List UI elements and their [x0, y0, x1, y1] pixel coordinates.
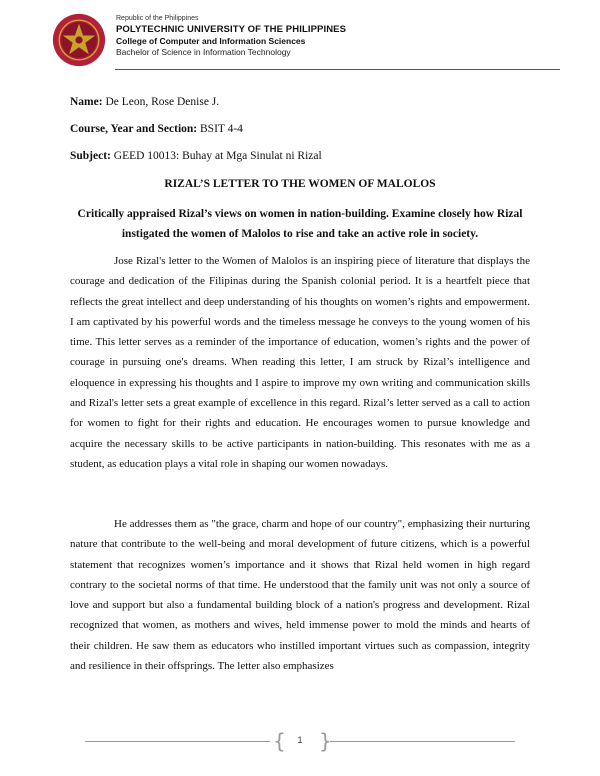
university-name: POLYTECHNIC UNIVERSITY OF THE PHILIPPINES	[116, 24, 347, 35]
body-paragraph: He addresses them as "the grace, charm and hope of our country", emphasizing their nurturing nature that contribute to the well-being and moral development of future citizens, which is a powerful statement that recognizes women’s importance and it shows that Rizal held women in high regard contrary to the societal norms of that time. He understood that the family unit was not only a source of love and support but also a fundamental building block of a nation's progress and development. Rizal recognized that women, as mothers and wives, held immense power to mold the minds and hearts of their children. He saw them as educators who instilled important virtues such as compassion, integrity and resilience in their offsprings. The letter also emphasizes	[70, 518, 530, 673]
university-info	[116, 14, 346, 58]
name-label: Name:	[70, 96, 103, 108]
course-value: BSIT 4-4	[200, 123, 243, 135]
header-divider	[115, 69, 560, 70]
name-line	[70, 95, 219, 109]
course-label: Course, Year and Section:	[70, 123, 198, 135]
page-number: 1	[297, 735, 303, 745]
essay-prompt: Critically appraised Rizal’s views on women in nation-building. Examine closely how Rizal instigated the women of Malolos to rise and take an active role in society.	[77, 208, 523, 240]
college-name: College of Computer and Information Sciences	[116, 36, 306, 46]
course-line	[70, 122, 243, 136]
page-title: RIZAL’S LETTER TO THE WOMEN OF MALOLOS	[164, 178, 436, 190]
footer-rule-right	[330, 741, 515, 742]
left-brace-icon: {	[273, 729, 286, 753]
page-footer	[85, 730, 515, 754]
name-value: De Leon, Rose Denise J.	[105, 96, 220, 108]
subject-value: GEED 10013: Buhay at Mga Sinulat ni Rizal	[113, 150, 322, 162]
subject-label: Subject:	[70, 150, 111, 162]
footer-rule-left	[85, 741, 270, 742]
right-brace-icon: }	[319, 729, 332, 753]
body-paragraph: Jose Rizal's letter to the Women of Malolos is an inspiring piece of literature that displays the courage and dedication of the Filipinas during the Spanish colonial period. It is a heartfelt piece that reflects the great intellect and deep understanding of his thoughts on women’s rights and empowerment. I am captivated by his powerful words and the timeless message he conveys to the young women of his time. This letter serves as a reminder of the importance of education, women’s rights and the power of courage in pursuing one's dreams. When reading this letter, I am struck by Rizal’s intelligence and eloquence in expressing his thoughts and I aspire to improve my own writing and communication skills and Rizal's letter sets a great example of excellence in this regard. Rizal’s letter served as a call to action for women to fight for their rights and education. He encourages women to pursue knowledge and acquire the necessary skills to be active participants in nation-building. This resonates with me as a student, as education plays a vital role in shaping our women nowadays.	[70, 255, 530, 470]
university-seal-icon	[52, 13, 106, 67]
subject-line	[70, 149, 322, 163]
republic-line: Republic of the Philippines	[116, 15, 199, 22]
program-name: Bachelor of Science in Information Technology	[116, 47, 291, 57]
document-header	[50, 10, 560, 72]
